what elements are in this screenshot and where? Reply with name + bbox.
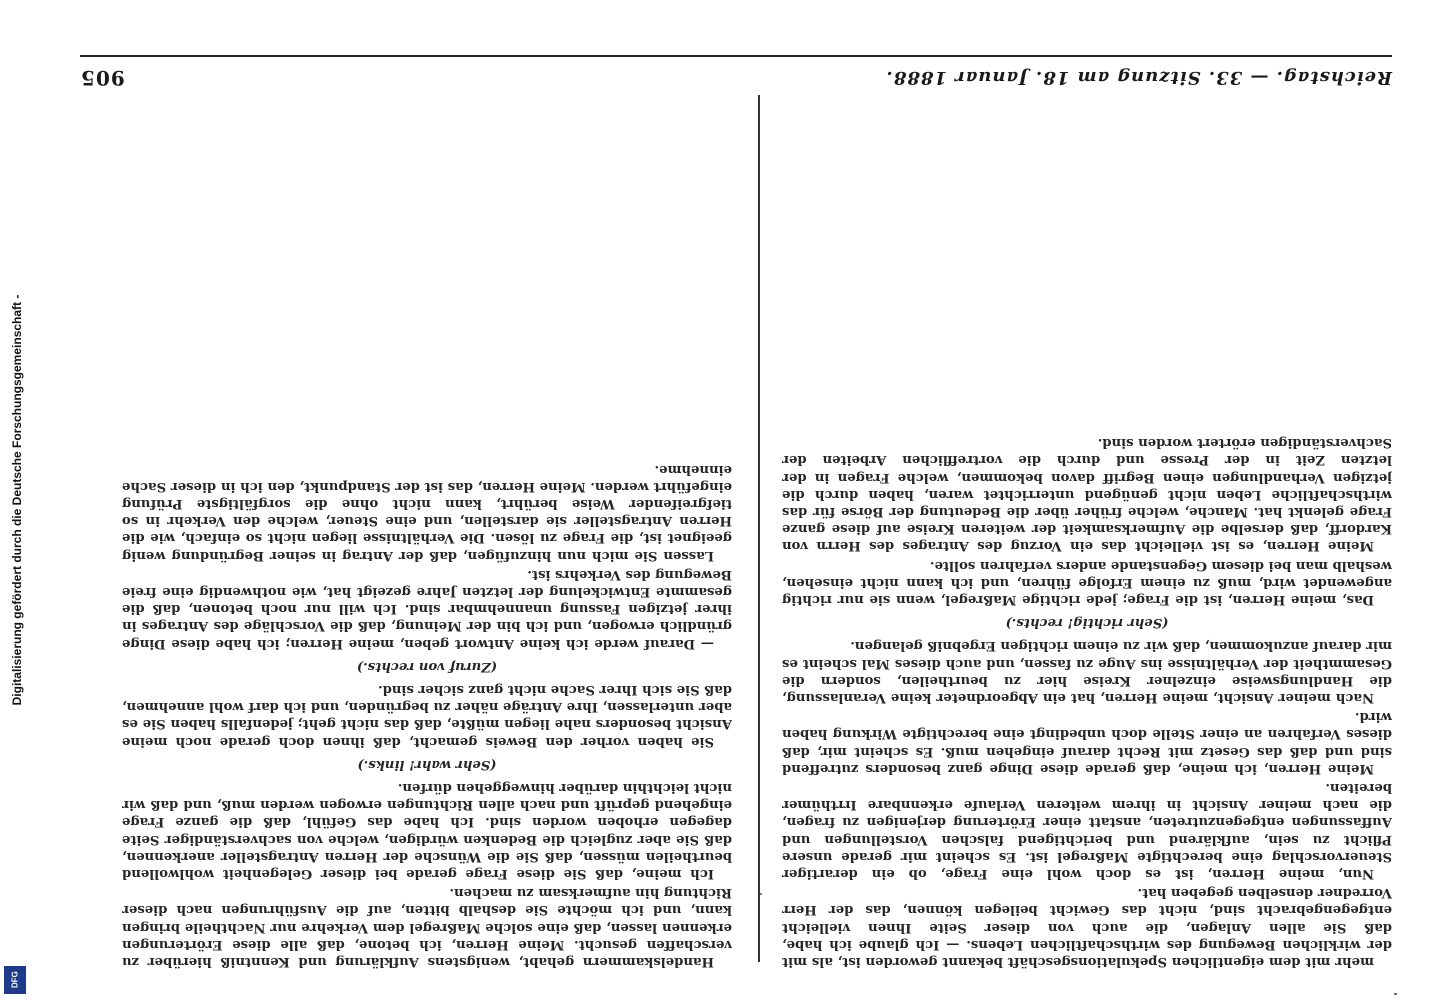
digitization-credit-text: Digitalisierung gefördert durch die Deutsche Forschungsgemeinschaft - xyxy=(10,294,24,706)
scan-speck xyxy=(1394,993,1397,995)
paragraph: Ich meine, daß Sie diese Frage gerade bei dieser Gelegenheit wohlwollend beurtheilen müssen, daß Sie die Wünsche der Herren Antragsteller anerkennen, daß Sie aber zugleich die Bedenken würdigen, welche von sachverständiger Seite dagegen erhoben worden sind. Ich habe das Gefühl, daß die ganze Frage eingehend geprüft und nach allen Richtungen erwogen werden muß, und daß wir nicht leichthin darüber hinweggehen dürfen. xyxy=(122,779,732,881)
header-rule xyxy=(80,55,1392,57)
paragraph: Meine Herren, es ist vielleicht das ein Vorzug des Antrages des Herrn von Kardorff, daß derselbe die Aufmerksamkeit der weiteren Kreise auf diese ganze Frage gelenkt hat. Manche, welche früher über die Bedeutung der Börse für das wirthschaftliche Leben nicht genügend unterrichtet waren, haben durch die jetzigen Verhandlungen einen Begriff davon bekommen, welche Fragen in der letzten Zeit in der Presse und durch die vortrefflichen Arbeiten der Sachverständigen erörtert worden sind. xyxy=(782,435,1392,554)
paragraph: Nach meiner Ansicht, meine Herren, hat ein Abgeordneter keine Veranlassung, die Handlungsweise einzelner Kreise hier zu beurtheilen, sondern die Gesammtheit der Verhältnisse ins Auge zu fassen, und auch dieses Mal scheint es mir darauf anzukommen, daß wir zu einem richtigen Ergebniß gelangen. xyxy=(782,638,1392,705)
paragraph: Lassen Sie mich nun hinzufügen, daß der Antrag in seiner Begründung wenig geeignet ist, die Frage zu lösen. Die Verhältnisse liegen nicht so einfach, wie die Herren Antragsteller sie darstellen, und eine Steuer, welche den Verkehr in so tiefgreifender Weise berührt, kann nicht ohne die sorgfältigste Prüfung eingeführt werden. Meine Herren, das ist der Standpunkt, den ich in dieser Sache einnehme. xyxy=(122,461,732,563)
text-column-left xyxy=(782,95,1392,970)
column-divider xyxy=(758,95,760,962)
page-number: 905 xyxy=(80,66,125,90)
interjection: (Zuruf von rechts.) xyxy=(356,658,498,674)
text-column-right xyxy=(122,95,732,970)
paragraph: Nun, meine Herren, ist es doch wohl eine Frage, ob ein derartiger Steuervorschlag eine berechtigte Maßregel ist. Es scheint mir gerade unsere Pflicht zu sein, aufklärend und berichtigend falschen Vorstellungen und Auffassungen entgegenzutreten, anstatt einer Erörterung derjenigen zu fragen, die nach meiner Ansicht in ihrem weiteren Verlaufe erkennbare Irrthümer bereiten. xyxy=(782,779,1392,881)
paragraph: Sie haben vorher den Beweis gemacht, daß ihnen doch gerade noch meine Ansicht besonders nahe liegen müßte, daß das nicht geht; jedenfalls haben Sie es aber unterlassen, Ihre Anträge näher zu begründen, und ich darf wohl annehmen, daß Sie sich Ihrer Sache nicht ganz sicher sind. xyxy=(122,681,732,749)
paragraph: Meine Herren, ich meine, daß gerade diese Dinge ganz besonders zutreffend sind und daß das Gesetz mit Recht darauf eingehen muß. Es scheint mir, daß dieses Verfahren an einer Stelle doch unbedingt eine berechtigte Wirkung haben wird. xyxy=(782,709,1392,776)
page-header xyxy=(80,61,1392,95)
paragraph: mehr mit dem eigentlichen Spekulationsgeschäft bekannt geworden ist, als mit der wirklichen Bewegung des wirthschaftlichen Lebens. — Ich glaube ich habe, daß Sie allen Anlagen, die auch von dieser Seite Ihnen vielleicht entgegengebracht sind, nicht das Gewicht beilegen können, das der Herr Vorredner denselben gegeben hat. xyxy=(782,885,1392,969)
scan-speck xyxy=(760,893,762,895)
rotated-page xyxy=(40,0,1432,1000)
running-title: Reichstag. — 33. Sitzung am 18. Januar 1888. xyxy=(885,67,1392,89)
digitization-credit xyxy=(4,10,30,990)
paragraph: Das, meine Herren, ist die Frage; jede richtige Maßregel, wenn sie nur richtig angewendet wird, muß zu einem Erfolge führen, und ich kann nicht einsehen, weshalb man bei diesem Gegenstande anders verfahren sollte. xyxy=(782,557,1392,607)
dfg-logo: DFG xyxy=(4,966,26,994)
interjection: (Sehr richtig! rechts.) xyxy=(1005,615,1169,631)
interjection: (Sehr wahr! links.) xyxy=(357,756,497,772)
paragraph: — Darauf werde ich keine Antwort geben, meine Herren; ich habe diese Dinge gründlich erwogen, und ich bin der Meinung, daß die Vorschläge des Antrages in ihrer jetzigen Fassung unannehmbar sind. Ich will nur noch betonen, daß die gesammte Entwickelung der letzten Jahre gezeigt hat, wie nothwendig eine freie Bewegung des Verkehrs ist. xyxy=(122,566,732,651)
paragraph: Handelskammern gehabt, wenigstens Aufklärung und Kenntniß hierüber zu verschaffen gesucht. Meine Herren, ich betone, daß alle diese Erörterungen erkennen lassen, daß eine solche Maßregel dem Verkehre nur Nachtheile bringen kann, und ich möchte Sie deshalb bitten, auf die Ausführungen nach dieser Richtung hin aufmerksam zu machen. xyxy=(122,885,732,969)
